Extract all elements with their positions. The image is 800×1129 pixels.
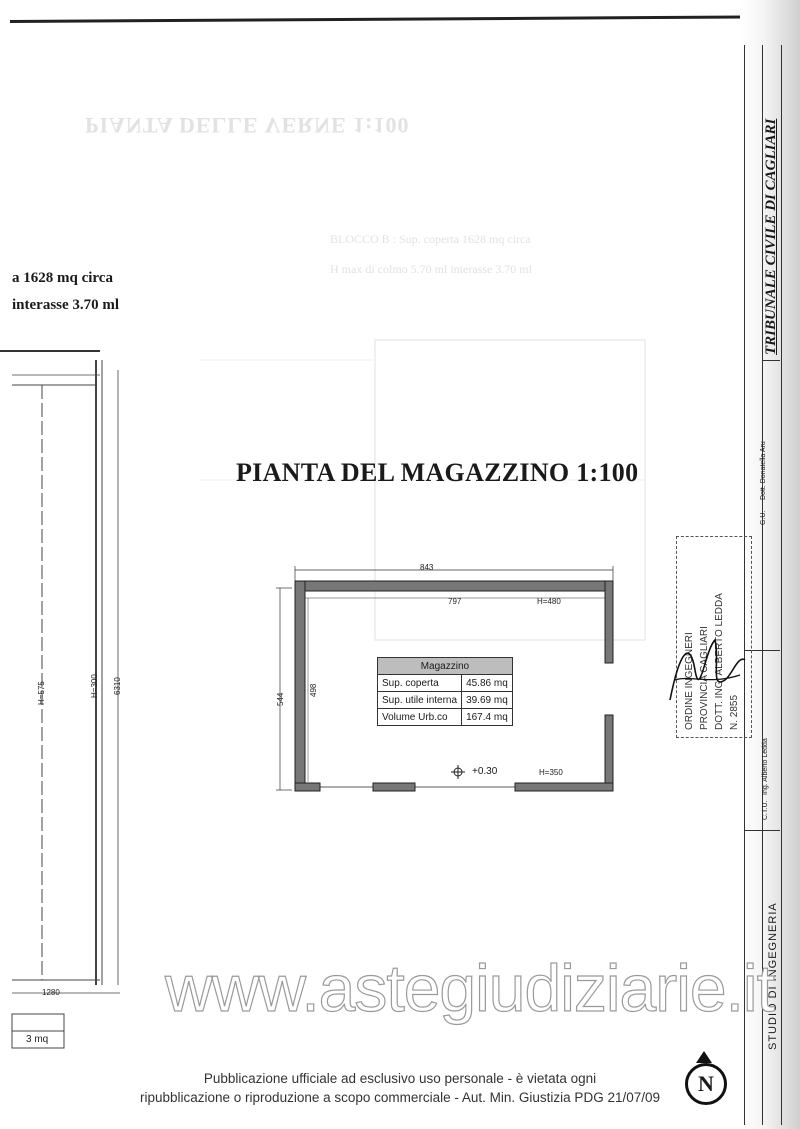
table-label: Volume Urb.co: [378, 709, 462, 726]
stamp-line-2: PROVINCIA CAGLIARI: [699, 626, 710, 730]
ctu-label: C.T.U.: [762, 800, 769, 820]
dim-1280: 1280: [42, 988, 60, 997]
h-top-label: H=480: [537, 597, 561, 606]
north-arrow-icon: [696, 1051, 712, 1063]
signature: [660, 620, 750, 720]
footer-line-2: ripubblicazione o riproduzione a scopo commerciale - Aut. Min. Giustizia PDG 21/07/09: [139, 1090, 660, 1105]
table-row: [378, 675, 513, 692]
left-plan-fragment: [0, 355, 130, 1055]
top-rule: [10, 16, 745, 23]
table-label: Sup. coperta: [378, 675, 462, 692]
gu-label: G.U.: [760, 510, 767, 525]
footer-line-1: Pubblicazione ufficiale ad esclusivo uso personale - è vietata ogni: [203, 1071, 597, 1086]
title-block-divider-3: [744, 830, 780, 831]
dim-inner-height: 498: [309, 683, 318, 697]
left-table-cell: 3 mq: [26, 1034, 49, 1045]
stamp-line-1: ORDINE INGEGNERI: [684, 632, 695, 730]
h-bottom-label: H=350: [539, 768, 563, 777]
stamp-line-3: DOTT. ING. ALBERTO LEDDA: [714, 593, 725, 730]
table-label: Sup. utile interna: [378, 692, 462, 709]
watermark: www.astegiudiziarie.it: [165, 951, 774, 1025]
studio-name: STUDIO DI INGEGNERIA: [767, 902, 779, 1050]
dim-width: 843: [420, 563, 434, 572]
left-interasse-text: interasse 3.70 ml: [12, 297, 120, 313]
table-row: [378, 692, 513, 709]
table-value: 39.69 mq: [462, 692, 513, 709]
left-rule: [0, 350, 100, 352]
elevation-label: +0.30: [472, 766, 498, 777]
footer: [100, 1069, 700, 1107]
court-name: TRIBUNALE CIVILE DI CAGLIARI: [763, 118, 779, 355]
dim-h575: H=575: [37, 681, 46, 705]
ghost-line-1: BLOCCO B : Sup. coperta 1628 mq circa: [330, 232, 531, 246]
table-value: 45.86 mq: [462, 675, 513, 692]
table-header: Magazzino: [378, 658, 513, 675]
page-title: PIANTA DEL MAGAZZINO 1:100: [236, 458, 639, 487]
gu-name: Dott. Donatella Aru: [760, 441, 767, 500]
left-area-text: a 1628 mq circa: [12, 270, 113, 286]
dim-h300: H=300: [90, 674, 99, 698]
dim-height: 544: [276, 692, 285, 706]
table-value: 167.4 mq: [462, 709, 513, 726]
ctu-name: Ing. Alberto Ledda: [762, 738, 769, 795]
dim-6310: 6310: [113, 677, 122, 695]
table-row: [378, 709, 513, 726]
magazzino-table: [377, 657, 513, 726]
ghost-title: PIANTA DELLE VERNE 1:100: [85, 113, 410, 138]
title-block-divider-1: [762, 360, 780, 361]
ghost-line-2: H max di colmo 5.70 ml interasse 3.70 ml: [330, 262, 532, 276]
north-symbol: N: [685, 1063, 727, 1105]
dim-inner-width: 797: [448, 597, 462, 606]
stamp-line-4: N. 2855: [729, 694, 740, 730]
